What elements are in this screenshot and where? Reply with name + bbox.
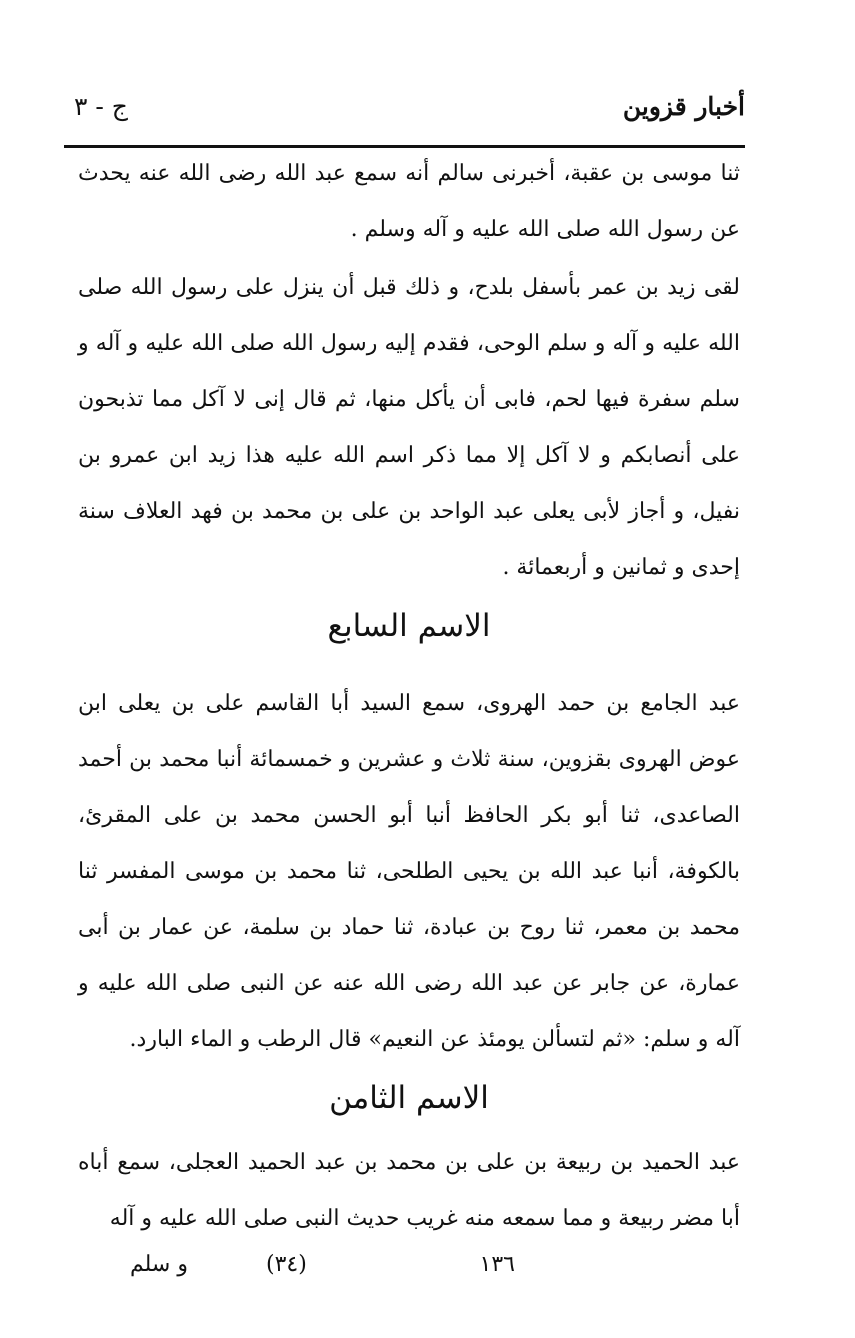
section-heading-eighth: الاسم الثامن (329, 1080, 489, 1116)
running-title: أخبار قزوين (622, 92, 745, 121)
paragraph-text: لقى زيد بن عمر بأسفل بلدح، و ذلك قبل أن ينزل على رسول الله صلى الله عليه و آله و سلم الوحى، فقدم إليه رسول الله صلى الله عليه و آله و سلم سفرة فيها لحم، فابى أن يأكل منها، ثم قال إنى لا آكل مما تذبحون على أنصابكم و لا آكل إلا مما ذكر اسم الله عليه هذا زيد ابن عمرو بن نفيل، و أجاز لأبى يعلى عبد الواحد بن على بن محمد بن فهد العلاف سنة إحدى و ثمانين و أربعمائة . (78, 275, 740, 580)
paragraph-text: عبد الحميد بن ربيعة بن على بن محمد بن عبد الحميد العجلى، سمع أباه أبا مضر ربيعة و مما سمعه منه غريب حديث النبى صلى الله عليه و آله (78, 1150, 740, 1231)
catchword: و سلم (130, 1252, 188, 1277)
part-number: (٣٤) (266, 1252, 307, 1277)
running-header (64, 86, 745, 136)
page-number: ١٣٦ (479, 1252, 515, 1277)
paragraph-3 (78, 676, 740, 1068)
paragraph-4 (78, 1135, 740, 1247)
volume-marker: ج - ٣ (74, 92, 128, 121)
paragraph-text: عبد الجامع بن حمد الهروى، سمع السيد أبا القاسم على بن يعلى ابن عوض الهروى بقزوين، سنة ثلاث و عشرين و خمسمائة أنبا محمد بن أحمد الصاعدى، ثنا أبو بكر الحافظ أنبا أبو الحسن محمد بن على المقرئ، بالكوفة، أنبا عبد الله بن يحيى الطلحى، ثنا محمد بن موسى المفسر ثنا محمد بن معمر، ثنا روح بن عبادة، ثنا حماد بن سلمة، عن عمار بن أبى عمارة، عن جابر عن عبد الله رضى الله عنه عن النبى صلى الله عليه و آله و سلم: «ثم لتسألن يومئذ عن النعيم» قال الرطب و الماء البارد. (78, 691, 740, 1052)
paragraph-1 (78, 146, 740, 258)
section-heading-seventh: الاسم السابع (327, 608, 491, 644)
paragraph-text: ثنا موسى بن عقبة، أخبرنى سالم أنه سمع عبد الله رضى الله عنه يحدث عن رسول الله صلى الله عليه و آله وسلم . (78, 161, 740, 242)
page-footer (130, 1252, 515, 1292)
paragraph-2 (78, 260, 740, 596)
